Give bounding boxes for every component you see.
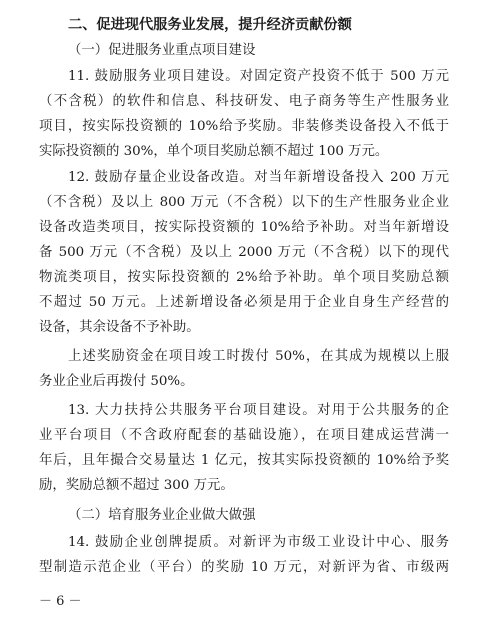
item-11-line-1: 11. 鼓励服务业项目建设。对固定资产投资不低于 500 万元 bbox=[68, 69, 449, 84]
item-14-line-2: 型制造示范企业（平台）的奖励 10 万元，对新评为省、市级两 bbox=[39, 560, 449, 575]
item-13-line-3: 年后，且年撮合交易量达 1 亿元，按其实际投资额的 10%给予奖 bbox=[39, 453, 449, 468]
item-11-line-3: 项目，按实际投资额的 10%给予奖励。非装修类设备投入不低于 bbox=[39, 119, 449, 134]
item-13-line-1: 13. 大力扶持公共服务平台项目建设。对用于公共服务的企 bbox=[68, 403, 449, 418]
funding-paragraph-line-2: 务业企业后再拨付 50%。 bbox=[39, 374, 194, 389]
subheading-enterprise-growth: （二）培育服务业企业做大做强 bbox=[68, 508, 256, 523]
funding-paragraph-line-1: 上述奖励资金在项目竣工时拨付 50%，在其成为规模以上服 bbox=[68, 349, 449, 364]
item-13-line-2: 业平台项目（不含政府配套的基础设施），在项目建成运营满一 bbox=[39, 428, 449, 443]
item-12-line-5: 物流类项目，按实际投资额的 2%给予补助。单个项目奖励总额 bbox=[39, 270, 449, 285]
item-12-line-3: 设备改造类项目，按实际投资额的 10%给予补助。对当年新增设 bbox=[39, 220, 449, 235]
item-12-line-2: （不含税）及以上 800 万元（不含税）以下的生产性服务业企业 bbox=[39, 195, 449, 210]
item-14-line-1: 14. 鼓励企业创牌提质。对新评为市级工业设计中心、服务 bbox=[68, 535, 449, 550]
item-12-line-6: 不超过 50 万元。上述新增设备必须是用于企业自身生产经营的 bbox=[39, 295, 449, 310]
item-11-line-2: （不含税）的软件和信息、科技研发、电子商务等生产性服务业 bbox=[39, 94, 449, 109]
item-12-line-7: 设备，其余设备不予补助。 bbox=[39, 320, 200, 335]
subheading-service-projects: （一）促进服务业重点项目建设 bbox=[68, 43, 256, 58]
item-13-line-4: 励，奖励总额不超过 300 万元。 bbox=[39, 478, 234, 493]
section-heading: 二、促进现代服务业发展，提升经济贡献份额 bbox=[68, 17, 352, 33]
item-11-line-4: 实际投资额的 30%，单个项目奖励总额不超过 100 万元。 bbox=[39, 144, 389, 159]
item-12-line-1: 12. 鼓励存量企业设备改造。对当年新增设备投入 200 万元 bbox=[68, 170, 449, 185]
page-number: － 6 － bbox=[39, 594, 82, 609]
item-12-line-4: 备 500 万元（不含税）及以上 2000 万元（不含税）以下的现代 bbox=[39, 245, 449, 260]
